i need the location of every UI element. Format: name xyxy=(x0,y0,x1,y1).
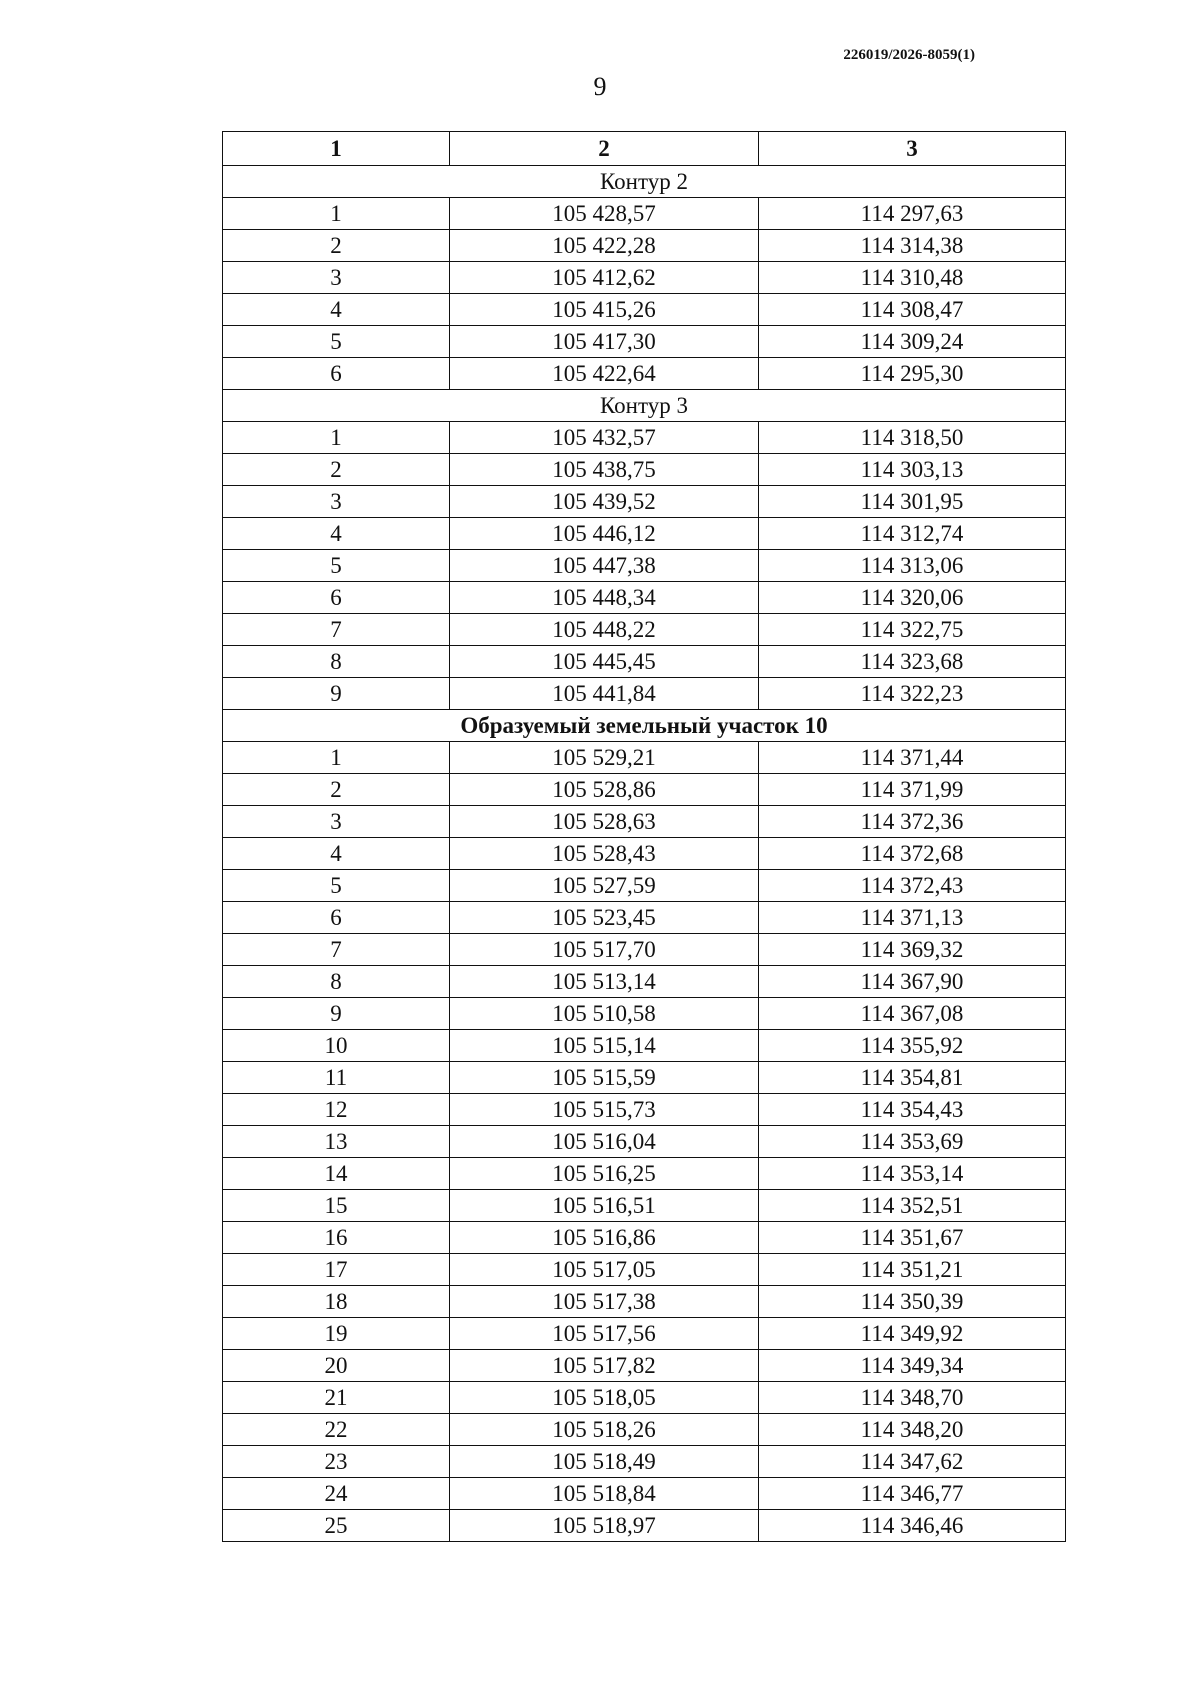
point-number-cell: 4 xyxy=(223,838,450,870)
table-row xyxy=(223,1222,1066,1254)
coordinate-y-cell: 114 349,92 xyxy=(759,1318,1066,1350)
section-title: Контур 3 xyxy=(223,390,1066,422)
point-number-cell: 21 xyxy=(223,1382,450,1414)
coordinate-x-cell: 105 439,52 xyxy=(450,486,759,518)
point-number-cell: 9 xyxy=(223,678,450,710)
coordinate-y-cell: 114 346,46 xyxy=(759,1510,1066,1542)
table-row xyxy=(223,806,1066,838)
coordinate-x-cell: 105 447,38 xyxy=(450,550,759,582)
coordinate-x-cell: 105 516,04 xyxy=(450,1126,759,1158)
point-number-cell: 25 xyxy=(223,1510,450,1542)
coordinate-x-cell: 105 518,05 xyxy=(450,1382,759,1414)
table-row xyxy=(223,1158,1066,1190)
section-header-row xyxy=(223,710,1066,742)
coordinate-x-cell: 105 515,14 xyxy=(450,1030,759,1062)
coordinate-x-cell: 105 422,64 xyxy=(450,358,759,390)
coordinate-x-cell: 105 517,38 xyxy=(450,1286,759,1318)
coordinate-y-cell: 114 322,23 xyxy=(759,678,1066,710)
point-number-cell: 4 xyxy=(223,518,450,550)
point-number-cell: 13 xyxy=(223,1126,450,1158)
table-row xyxy=(223,1478,1066,1510)
coordinate-x-cell: 105 446,12 xyxy=(450,518,759,550)
table-row xyxy=(223,198,1066,230)
table-row xyxy=(223,838,1066,870)
coordinate-x-cell: 105 527,59 xyxy=(450,870,759,902)
point-number-cell: 2 xyxy=(223,454,450,486)
column-header: 2 xyxy=(450,132,759,166)
coordinate-x-cell: 105 432,57 xyxy=(450,422,759,454)
table-row xyxy=(223,678,1066,710)
coordinate-x-cell: 105 417,30 xyxy=(450,326,759,358)
coordinate-y-cell: 114 353,69 xyxy=(759,1126,1066,1158)
coordinate-y-cell: 114 372,68 xyxy=(759,838,1066,870)
table-row xyxy=(223,998,1066,1030)
table-row xyxy=(223,1254,1066,1286)
coordinate-x-cell: 105 441,84 xyxy=(450,678,759,710)
coordinate-y-cell: 114 301,95 xyxy=(759,486,1066,518)
coordinate-y-cell: 114 352,51 xyxy=(759,1190,1066,1222)
coordinate-x-cell: 105 529,21 xyxy=(450,742,759,774)
point-number-cell: 5 xyxy=(223,870,450,902)
coordinate-y-cell: 114 322,75 xyxy=(759,614,1066,646)
table-row xyxy=(223,230,1066,262)
coordinate-x-cell: 105 518,26 xyxy=(450,1414,759,1446)
point-number-cell: 20 xyxy=(223,1350,450,1382)
coordinate-x-cell: 105 510,58 xyxy=(450,998,759,1030)
table-row xyxy=(223,742,1066,774)
point-number-cell: 2 xyxy=(223,774,450,806)
table-row xyxy=(223,582,1066,614)
coordinate-x-cell: 105 517,05 xyxy=(450,1254,759,1286)
point-number-cell: 23 xyxy=(223,1446,450,1478)
coordinate-x-cell: 105 513,14 xyxy=(450,966,759,998)
coordinate-y-cell: 114 353,14 xyxy=(759,1158,1066,1190)
table-row xyxy=(223,870,1066,902)
coordinate-x-cell: 105 415,26 xyxy=(450,294,759,326)
point-number-cell: 22 xyxy=(223,1414,450,1446)
coordinate-x-cell: 105 412,62 xyxy=(450,262,759,294)
point-number-cell: 1 xyxy=(223,422,450,454)
coordinate-x-cell: 105 517,70 xyxy=(450,934,759,966)
coordinate-x-cell: 105 518,97 xyxy=(450,1510,759,1542)
coordinate-x-cell: 105 528,63 xyxy=(450,806,759,838)
table-row xyxy=(223,454,1066,486)
coordinate-x-cell: 105 422,28 xyxy=(450,230,759,262)
point-number-cell: 6 xyxy=(223,582,450,614)
point-number-cell: 4 xyxy=(223,294,450,326)
coordinate-y-cell: 114 369,32 xyxy=(759,934,1066,966)
coordinate-y-cell: 114 367,90 xyxy=(759,966,1066,998)
point-number-cell: 1 xyxy=(223,198,450,230)
point-number-cell: 12 xyxy=(223,1094,450,1126)
coordinate-x-cell: 105 518,49 xyxy=(450,1446,759,1478)
coordinate-y-cell: 114 348,20 xyxy=(759,1414,1066,1446)
point-number-cell: 9 xyxy=(223,998,450,1030)
section-title: Образуемый земельный участок 10 xyxy=(223,710,1066,742)
coordinate-y-cell: 114 346,77 xyxy=(759,1478,1066,1510)
table-row xyxy=(223,262,1066,294)
coordinate-y-cell: 114 310,48 xyxy=(759,262,1066,294)
table-row xyxy=(223,646,1066,678)
coordinate-x-cell: 105 517,56 xyxy=(450,1318,759,1350)
table-row xyxy=(223,1318,1066,1350)
coordinate-x-cell: 105 515,73 xyxy=(450,1094,759,1126)
coordinate-y-cell: 114 355,92 xyxy=(759,1030,1066,1062)
table-row xyxy=(223,774,1066,806)
coordinate-x-cell: 105 516,51 xyxy=(450,1190,759,1222)
table-body xyxy=(223,166,1066,1542)
table-row xyxy=(223,1414,1066,1446)
point-number-cell: 3 xyxy=(223,806,450,838)
table-row xyxy=(223,1350,1066,1382)
table-row xyxy=(223,1030,1066,1062)
coordinates-table xyxy=(222,131,1066,1542)
coordinate-y-cell: 114 349,34 xyxy=(759,1350,1066,1382)
coordinate-x-cell: 105 515,59 xyxy=(450,1062,759,1094)
point-number-cell: 8 xyxy=(223,646,450,678)
table-row xyxy=(223,1126,1066,1158)
point-number-cell: 3 xyxy=(223,262,450,294)
point-number-cell: 7 xyxy=(223,614,450,646)
point-number-cell: 5 xyxy=(223,326,450,358)
table-header-row xyxy=(223,132,1066,166)
point-number-cell: 17 xyxy=(223,1254,450,1286)
coordinate-y-cell: 114 314,38 xyxy=(759,230,1066,262)
point-number-cell: 19 xyxy=(223,1318,450,1350)
coordinate-y-cell: 114 347,62 xyxy=(759,1446,1066,1478)
coordinate-y-cell: 114 351,21 xyxy=(759,1254,1066,1286)
coordinate-y-cell: 114 350,39 xyxy=(759,1286,1066,1318)
table-row xyxy=(223,358,1066,390)
table-row xyxy=(223,550,1066,582)
coordinate-y-cell: 114 295,30 xyxy=(759,358,1066,390)
coordinate-y-cell: 114 297,63 xyxy=(759,198,1066,230)
coordinate-y-cell: 114 320,06 xyxy=(759,582,1066,614)
table-row xyxy=(223,934,1066,966)
coordinate-x-cell: 105 438,75 xyxy=(450,454,759,486)
section-header-row xyxy=(223,166,1066,198)
coordinate-y-cell: 114 348,70 xyxy=(759,1382,1066,1414)
point-number-cell: 11 xyxy=(223,1062,450,1094)
coordinate-x-cell: 105 428,57 xyxy=(450,198,759,230)
coordinate-y-cell: 114 372,43 xyxy=(759,870,1066,902)
table-row xyxy=(223,422,1066,454)
coordinate-y-cell: 114 371,99 xyxy=(759,774,1066,806)
point-number-cell: 14 xyxy=(223,1158,450,1190)
table-row xyxy=(223,1094,1066,1126)
coordinate-y-cell: 114 323,68 xyxy=(759,646,1066,678)
coordinate-y-cell: 114 312,74 xyxy=(759,518,1066,550)
point-number-cell: 7 xyxy=(223,934,450,966)
table-row xyxy=(223,486,1066,518)
point-number-cell: 16 xyxy=(223,1222,450,1254)
page-number: 9 xyxy=(593,72,607,101)
point-number-cell: 24 xyxy=(223,1478,450,1510)
table-row xyxy=(223,1382,1066,1414)
coordinate-x-cell: 105 448,34 xyxy=(450,582,759,614)
coordinate-y-cell: 114 313,06 xyxy=(759,550,1066,582)
point-number-cell: 6 xyxy=(223,902,450,934)
point-number-cell: 6 xyxy=(223,358,450,390)
coordinate-x-cell: 105 528,86 xyxy=(450,774,759,806)
coordinate-y-cell: 114 371,44 xyxy=(759,742,1066,774)
coordinate-x-cell: 105 516,86 xyxy=(450,1222,759,1254)
point-number-cell: 1 xyxy=(223,742,450,774)
point-number-cell: 18 xyxy=(223,1286,450,1318)
coordinate-x-cell: 105 523,45 xyxy=(450,902,759,934)
point-number-cell: 2 xyxy=(223,230,450,262)
section-header-row xyxy=(223,390,1066,422)
coordinate-x-cell: 105 448,22 xyxy=(450,614,759,646)
coordinate-x-cell: 105 528,43 xyxy=(450,838,759,870)
point-number-cell: 8 xyxy=(223,966,450,998)
table-row xyxy=(223,294,1066,326)
table-row xyxy=(223,1062,1066,1094)
coordinate-y-cell: 114 354,81 xyxy=(759,1062,1066,1094)
coordinate-x-cell: 105 518,84 xyxy=(450,1478,759,1510)
coordinate-x-cell: 105 445,45 xyxy=(450,646,759,678)
table-row xyxy=(223,614,1066,646)
table-row xyxy=(223,966,1066,998)
table-row xyxy=(223,518,1066,550)
coordinate-x-cell: 105 516,25 xyxy=(450,1158,759,1190)
coordinate-y-cell: 114 372,36 xyxy=(759,806,1066,838)
table-row xyxy=(223,1446,1066,1478)
column-header: 1 xyxy=(223,132,450,166)
table-row xyxy=(223,1190,1066,1222)
coordinate-x-cell: 105 517,82 xyxy=(450,1350,759,1382)
table-row xyxy=(223,326,1066,358)
point-number-cell: 10 xyxy=(223,1030,450,1062)
coordinate-y-cell: 114 367,08 xyxy=(759,998,1066,1030)
coordinate-y-cell: 114 318,50 xyxy=(759,422,1066,454)
point-number-cell: 15 xyxy=(223,1190,450,1222)
table-row xyxy=(223,902,1066,934)
table-row xyxy=(223,1510,1066,1542)
point-number-cell: 5 xyxy=(223,550,450,582)
document-number: 226019/2026-8059(1) xyxy=(843,47,975,63)
coordinate-y-cell: 114 351,67 xyxy=(759,1222,1066,1254)
table-row xyxy=(223,1286,1066,1318)
coordinate-y-cell: 114 308,47 xyxy=(759,294,1066,326)
coordinate-y-cell: 114 354,43 xyxy=(759,1094,1066,1126)
point-number-cell: 3 xyxy=(223,486,450,518)
coordinate-y-cell: 114 303,13 xyxy=(759,454,1066,486)
section-title: Контур 2 xyxy=(223,166,1066,198)
column-header: 3 xyxy=(759,132,1066,166)
coordinate-y-cell: 114 309,24 xyxy=(759,326,1066,358)
coordinate-y-cell: 114 371,13 xyxy=(759,902,1066,934)
